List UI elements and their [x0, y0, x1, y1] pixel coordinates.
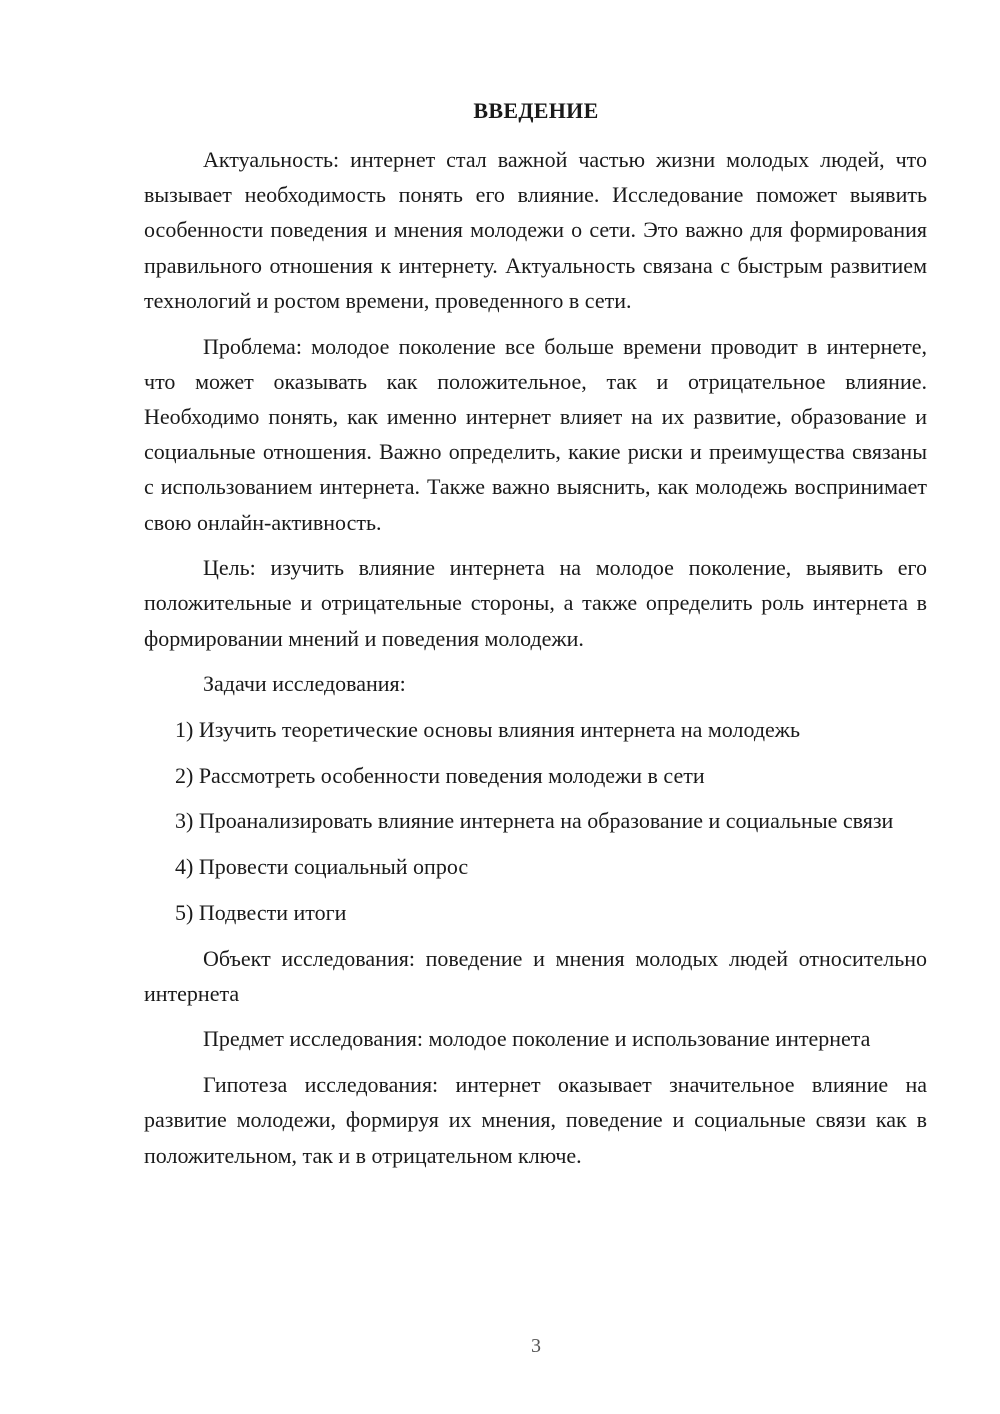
list-item: 3) Проанализировать влияние интернета на образование и социальные связи — [175, 808, 894, 834]
list-item: 1) Изучить теоретические основы влияния интернета на молодежь — [175, 717, 801, 743]
paragraph-goal: Цель: изучить влияние интернета на молодое поколение, выявить его положительные и отрицательные стороны, а также определить роль интернета в формировании мнений и поведения молодежи. — [144, 555, 927, 651]
body-text — [144, 142, 927, 1183]
paragraph-hypothesis: Гипотеза исследования: интернет оказывает значительное влияние на развитие молодежи, формируя их мнения, поведение и социальные связи как в положительном, так и в отрицательном ключе. — [144, 1072, 927, 1168]
tasks-heading: Задачи исследования: — [203, 671, 406, 697]
paragraph-subject: Предмет исследования: молодое поколение и использование интернета — [203, 1026, 871, 1052]
page-title: ВВЕДЕНИЕ — [473, 98, 599, 123]
list-item: 5) Подвести итоги — [175, 899, 347, 925]
paragraph-object: Объект исследования: поведение и мнения молодых людей относительно интернета — [144, 945, 927, 1006]
list-item: 2) Рассмотреть особенности поведения молодежи в сети — [175, 762, 705, 788]
paragraph-problem: Проблема: молодое поколение все больше времени проводит в интернете, что может оказывать как положительное, так и отрицательное влияние. Необходимо понять, как именно интернет влияет на их развитие, образование и социальные отношения. Важно определить, какие риски и преимущества связаны с использованием интернета. Также важно выяснить, как молодежь воспринимает свою онлайн-активность. — [144, 333, 927, 535]
paragraph-relevance: Актуальность: интернет стал важной частью жизни молодых людей, что вызывает необходимость понять его влияние. Исследование поможет выявить особенности поведения и мнения молодежи о сети. Это важно для формирования правильного отношения к интернету. Актуальность связана с быстрым развитием технологий и ростом времени, проведенного в сети. — [144, 147, 927, 313]
page-number: 3 — [531, 1335, 541, 1357]
list-item: 4) Провести социальный опрос — [175, 854, 469, 880]
tasks-list — [144, 712, 927, 930]
